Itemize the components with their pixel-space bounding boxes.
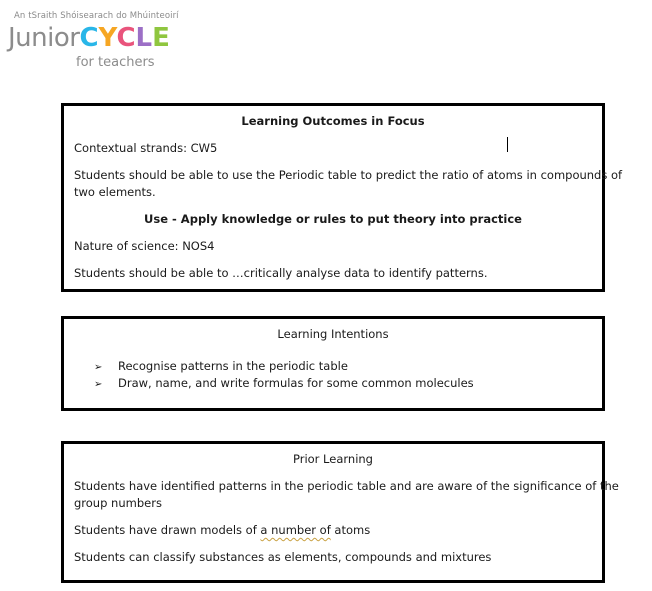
logo-wordmark bbox=[8, 23, 170, 53]
learning-outcomes-box bbox=[61, 103, 623, 292]
logo-cycle-letter: L bbox=[135, 23, 153, 53]
logo-junior-text: Junior bbox=[8, 23, 80, 53]
nos-outcome-text: Students should be able to …critically analyse data to identify patterns. bbox=[74, 266, 488, 280]
junior-cycle-logo bbox=[8, 6, 179, 72]
spellcheck-marked-text: a number of bbox=[260, 523, 331, 537]
outcome-text-line2: two elements. bbox=[74, 185, 156, 199]
learning-intentions-title: Learning Intentions bbox=[277, 327, 389, 341]
logo-cycle-text bbox=[79, 23, 169, 53]
logo-cycle-letter: C bbox=[79, 23, 99, 53]
prior-item2-before: Students have drawn models of bbox=[74, 523, 261, 537]
learning-intentions-box bbox=[61, 316, 605, 411]
list-item bbox=[94, 358, 592, 376]
arrow-bullet-icon: ➢ bbox=[94, 379, 103, 390]
prior-item1-line2: group numbers bbox=[74, 496, 162, 510]
text-cursor bbox=[507, 137, 508, 152]
outcome-text-line1: Students should be able to use the Periodic table to predict the ratio of atoms in compounds of bbox=[74, 168, 623, 182]
logo-cycle-letter: C bbox=[116, 23, 136, 53]
prior-item1-line1: Students have identified patterns in the periodic table and are aware of the significance of the bbox=[74, 479, 619, 493]
contextual-strands-text: Contextual strands: CW5 bbox=[74, 141, 218, 155]
list-item-text: Draw, name, and write formulas for some common molecules bbox=[118, 376, 474, 390]
prior-learning-box bbox=[61, 441, 619, 583]
logo-for-teachers: for teachers bbox=[76, 55, 155, 70]
prior-item3: Students can classify substances as elements, compounds and mixtures bbox=[74, 550, 492, 564]
prior-item2 bbox=[74, 522, 588, 539]
logo-tagline: An tSraith Shóisearach do Mhúinteoirí bbox=[14, 11, 179, 21]
arrow-bullet-icon: ➢ bbox=[94, 362, 103, 373]
list-item-text: Recognise patterns in the periodic table bbox=[118, 359, 348, 373]
prior-item2-after: atoms bbox=[330, 523, 371, 537]
logo-cycle-letter: E bbox=[152, 23, 170, 53]
nature-of-science-text: Nature of science: NOS4 bbox=[74, 239, 215, 253]
learning-outcomes-title: Learning Outcomes in Focus bbox=[241, 114, 425, 128]
use-heading: Use - Apply knowledge or rules to put theory into practice bbox=[144, 212, 522, 226]
logo-cycle-letter: Y bbox=[98, 23, 117, 53]
prior-learning-title: Prior Learning bbox=[292, 452, 373, 466]
list-item bbox=[94, 375, 592, 393]
